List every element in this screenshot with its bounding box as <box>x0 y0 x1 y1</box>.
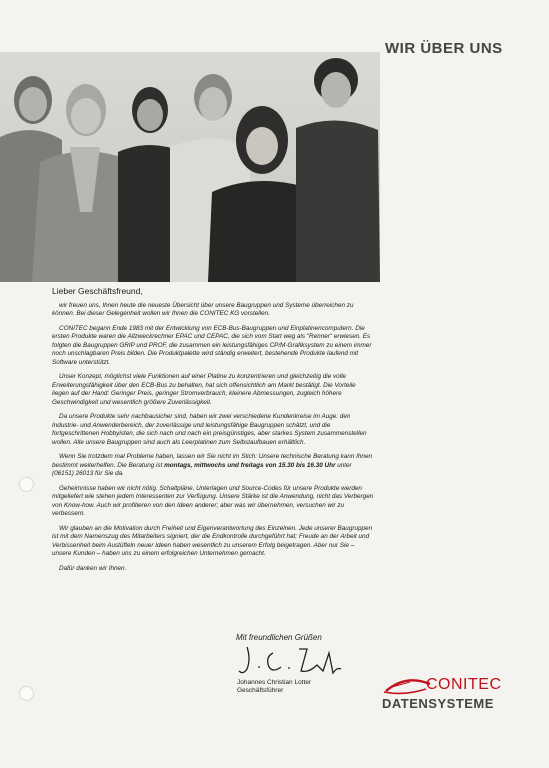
letter-greeting: Lieber Geschäftsfreund, <box>52 286 143 296</box>
company-logo-name: CONITEC <box>426 676 502 693</box>
page-title: WIR ÜBER UNS <box>385 40 503 57</box>
letter-closing: Mit freundlichen Grüßen <box>236 633 322 642</box>
letter-paragraph-support <box>52 453 374 479</box>
signer-block <box>237 679 311 695</box>
signer-name: Johannes Christian Lotter <box>237 679 312 686</box>
letter-paragraph: Unser Konzept, möglichst viele Funktionen auf einer Platine zu konzentrieren und gleichzeitig die volle Erweiterungsfähigkeit über den ECB-Bus zu behalten, hat sich offensichtlich am Markt bestätigt. Die Vorteile liegen auf der Hand: Geringer Preis, geringer Stromverbrauch, kleinere Abmessungen, zugleich höhere Geschwindigkeit und wesentlich größere Zuverlässigkeit. <box>52 373 356 406</box>
letter-body <box>52 287 374 579</box>
company-logo-subtitle: DATENSYSTEME <box>382 696 494 711</box>
team-photo <box>0 52 380 282</box>
handwritten-signature <box>237 643 347 679</box>
letter-paragraph: Dafür danken wir Ihnen. <box>59 564 127 572</box>
punch-hole <box>19 477 34 492</box>
support-phone: unter (06151) 26013 für Sie da. <box>52 461 352 477</box>
support-hours: montags, mittwochs und freitags von 15.30 bis 16.30 Uhr <box>164 461 336 469</box>
signer-title: Geschäftsführer <box>237 687 284 694</box>
letter-paragraph: Wir glauben an die Motivation durch Freiheit und Eigenverantwortung des Einzelnen. Jede unserer Baugruppen ist mit dem Namenszug des Mitarbeiters signiert, der die Endkontrolle durchgeführt hat; Freude an der Arbeit und Verbissenheit beim Austüfteln neuer Ideen haben wesentlich zu unserem Erfolg beigetragen. Aber nur Sie – unsere Kunden – haben uns zu einem erfolgreichen Unternehmen gemacht. <box>52 524 373 557</box>
letter-paragraph: CONITEC begann Ende 1983 mit der Entwicklung von ECB-Bus-Baugruppen und Einplatinencomputern. Die ersten Produkte waren die Allzweckrechner EPAC und CEPAC, die sich vom Start weg als "Renner" erwiesen. Es folgten die Baugruppen GRIP und PROF, die zusammen ein leistungsfähiges CP/M-Grafiksystem zu einem immer noch unschlagbaren Preis bilden. Die Produktpalette wird ständig erweitert, bestehende Produkte laufend mit Software unterstützt. <box>52 324 372 366</box>
letter-paragraph: wir freuen uns, Ihnen heute die neueste Übersicht über unsere Baugruppen und Systeme überreichen zu können. Bei dieser Gelegenheit wollen wir Ihnen die CONITEC KG vorstellen. <box>52 301 354 317</box>
letter-paragraph: Geheimnisse haben wir nicht nötig. Schaltpläne, Unterlagen und Source-Codes für unsere Produkte werden mitgeliefert wie stehen jedem Interessenten zur Verfügung. Unsere Stärke ist die Anwendung, nicht das Verbergen von Know-how. Auch wir profitieren von den Ideen anderer; aber was wir übernehmen, versuchen wir zu verbessern. <box>52 484 374 517</box>
letter-paragraph: Da unsere Produkte sehr nachbausicher sind, haben wir zwei verschiedene Kundenkreise im Auge: den Industrie- und Anwenderbereich, der zuverlässige und leistungsfähige Baugruppen schätzt, und die fortgeschrittenen Hobbyisten, die sich nach und nach ein preisgünstiges, aber starkes System zusammenstellen wollen. Alle unsere Baugruppen sind auch als Leerplatinen zum Selbstaufbauen erhältlich. <box>52 413 367 446</box>
support-text: Wenn Sie trotzdem mal Probleme haben, lassen wir Sie nicht im Stich: Unsere technische Beratung kann Ihnen bestimmt weiterhelfen. Die Beratung ist <box>52 453 373 469</box>
punch-hole <box>19 686 34 701</box>
